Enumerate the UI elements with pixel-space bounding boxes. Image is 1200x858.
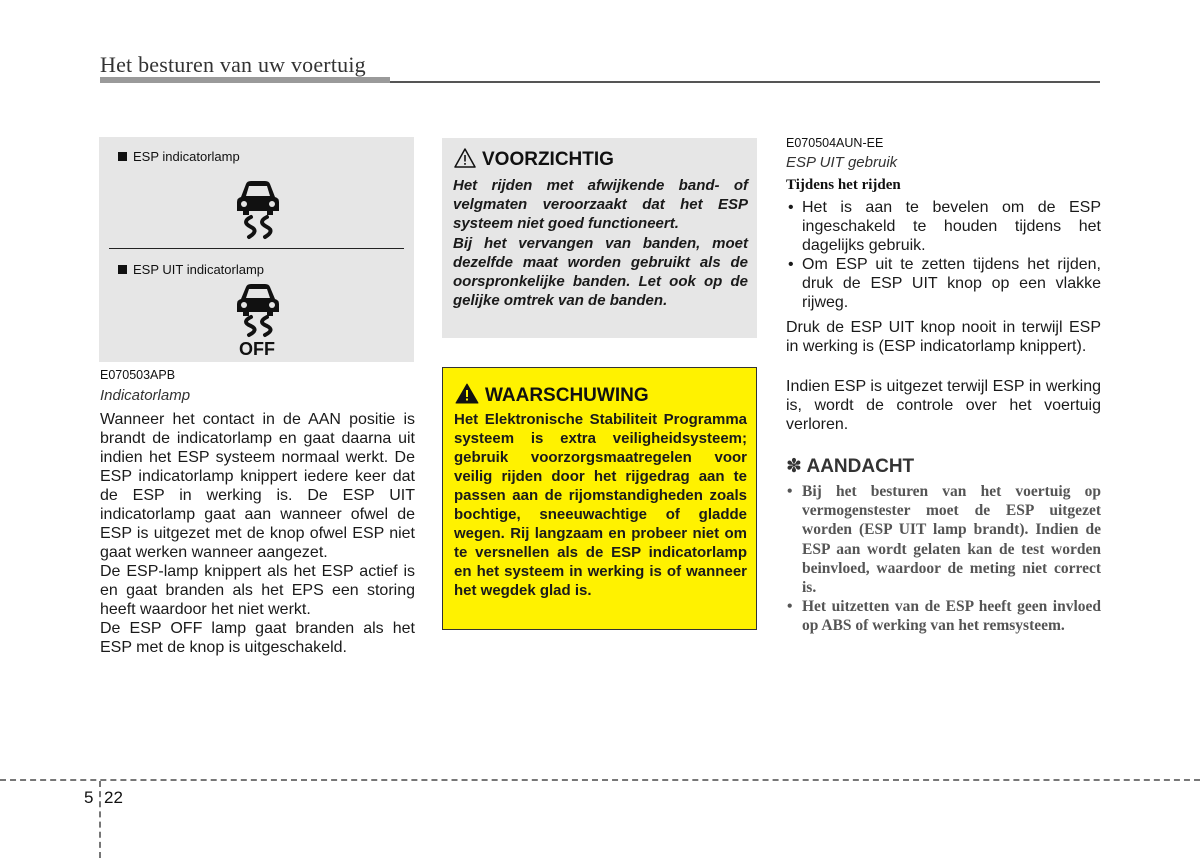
list-item: • Om ESP uit te zetten tijdens het rijden, druk de ESP UIT knop op een vlakke rijweg.	[786, 255, 1101, 312]
esp-off-paragraph: Druk de ESP UIT knop nooit in terwijl ESP in werking is (ESP indicatorlamp knippert).	[786, 319, 1101, 355]
esp-off-usage-list	[786, 198, 1101, 312]
list-item: • Bij het besturen van het voertuig op vermogenstester moet de ESP uitgezet worden (ESP UIT lamp brandt). Indien de ESP aan wordt gelaten kan de test worden beinvloed, waardoor de meting niet correct is.	[786, 482, 1101, 597]
caution-box	[442, 138, 757, 338]
caution-triangle-icon	[454, 148, 476, 168]
caution-body	[453, 176, 748, 310]
footer-rule	[0, 779, 1200, 781]
paragraph: Wanneer het contact in de AAN positie is brandt de indicatorlamp en gaat daarna uit indien het ESP systeem normaal werkt. De ESP indicatorlamp knippert iedere keer dat de ESP in werking is. De ESP UIT indicatorlamp gaat aan wanneer ofwel de ESP is uitgezet met de knop ofwel ESP niet gaat werken wanneer aangezet.	[100, 411, 415, 561]
chapter-number: 5	[84, 788, 94, 807]
list-item: • Het is aan te bevelen om de ESP ingeschakeld te houden tijdens het dagelijks gebruik.	[786, 198, 1101, 255]
caution-title: VOORZICHTIG	[454, 148, 614, 171]
section-code: E070504AUN-EE	[786, 136, 884, 150]
header-rule-thick	[100, 77, 390, 83]
notice-list	[786, 482, 1101, 636]
list-item: • Het uitzetten van de ESP heeft geen invloed op ABS of werking van het remsysteem.	[786, 597, 1101, 635]
figure-divider	[109, 248, 404, 249]
section-subheading: ESP UIT gebruik	[786, 154, 898, 171]
footer-divider	[99, 781, 101, 858]
warning-triangle-icon	[455, 383, 479, 404]
esp-off-skid-car-icon	[227, 279, 287, 359]
warning-box	[442, 367, 757, 630]
page-number: 22	[104, 788, 123, 807]
header-rule-thin	[390, 81, 1100, 83]
paragraph: Het rijden met afwijkende band- of velgmaten veroorzaakt dat het ESP systeem niet goed functioneert.	[453, 177, 748, 233]
chapter-header-title: Het besturen van uw voertuig	[100, 52, 366, 77]
square-bullet-icon	[118, 265, 127, 274]
section-subheading: Indicatorlamp	[100, 387, 191, 404]
notice-title: ✽ AANDACHT	[786, 456, 915, 477]
esp-off-icon-text: OFF	[239, 339, 275, 359]
esp-off-paragraph: Indien ESP is uitgezet terwijl ESP in werking is, wordt de controle over het voertuig verloren.	[786, 378, 1101, 433]
esp-lamp-caption: ESP indicatorlamp	[118, 149, 240, 164]
paragraph: Bij het vervangen van banden, moet dezelfde maat worden gebruikt als de oorspronkelijke banden. Let ook op de gelijke omtrek van de banden.	[453, 234, 748, 310]
indicator-lamp-body	[100, 410, 415, 657]
esp-off-lamp-caption: ESP UIT indicatorlamp	[118, 262, 264, 277]
driving-label: Tijdens het rijden	[786, 177, 901, 193]
warning-title: WAARSCHUWING	[455, 383, 649, 407]
paragraph: De ESP OFF lamp gaat branden als het ESP met de knop is uitgeschakeld.	[100, 620, 415, 656]
indicator-lamp-figure	[99, 137, 414, 362]
figure-code: E070503APB	[100, 368, 176, 382]
square-bullet-icon	[118, 152, 127, 161]
paragraph: De ESP-lamp knippert als het ESP actief is en gaat branden als het EPS een storing heeft waardoor het niet werkt.	[100, 563, 415, 618]
warning-body: Het Elektronische Stabiliteit Programma systeem is extra veiligheidsysteem; gebruik voorzorgsmaatregelen voor veilig rijden door het rijgedrag aan te passen aan de rijomstandigheden zoals bochtige, sneeuwachtige of gladde wegen. Rij langzaam en probeer niet om te versnellen als de ESP indicatorlamp en het systeem in werking is of wanneer het wegdek glad is.	[454, 411, 747, 599]
esp-skid-car-icon	[227, 175, 287, 241]
